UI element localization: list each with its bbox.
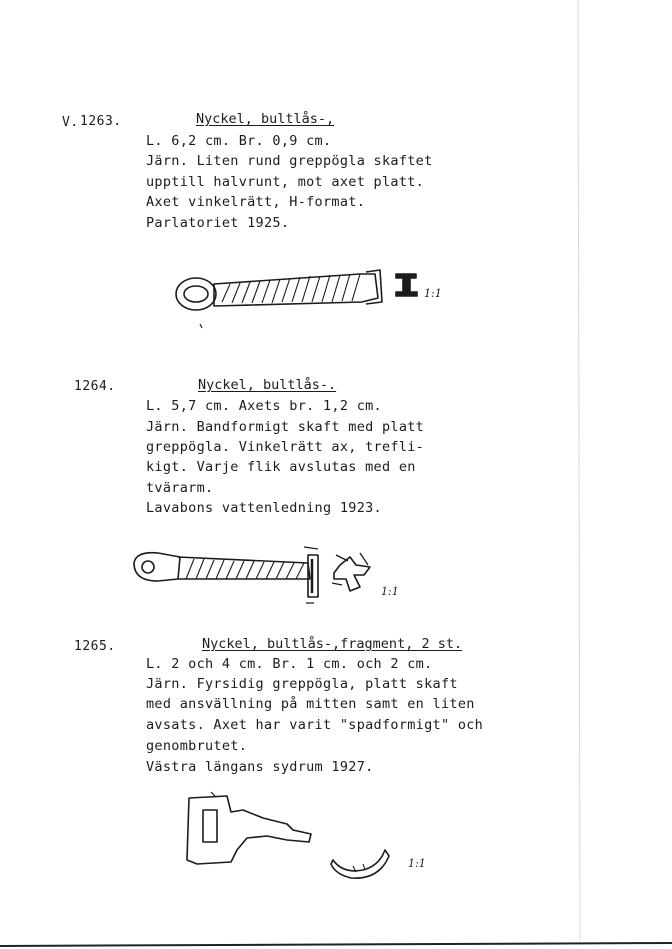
entry-title: Nyckel, bultlås-. (198, 377, 337, 393)
key-1264-drawing (128, 545, 388, 610)
description-line: Lavabons vattenledning 1923. (146, 500, 382, 516)
entry-number: 1265. (74, 639, 116, 654)
description-line: Parlatoriet 1925. (146, 215, 290, 231)
description-line: Västra längans sydrum 1927. (146, 759, 374, 775)
entry-title: Nyckel, bultlås-, (196, 111, 335, 127)
description-line: tvärarm. (146, 480, 214, 496)
description-line: upptill halvrunt, mot axet platt. (146, 174, 425, 190)
description-line: avsats. Axet har varit "spadformigt" och (146, 717, 484, 733)
scale-label: 1:1 (381, 585, 399, 598)
description-line: Järn. Bandformigt skaft med platt (146, 419, 425, 435)
key-1263-drawing (170, 262, 450, 332)
description-line: Järn. Liten rund greppögla skaftet (146, 153, 433, 169)
description-line: genombrutet. (146, 738, 248, 754)
description-line: kigt. Varje flik avslutas med en (146, 459, 416, 475)
scale-label: 1:1 (408, 857, 426, 870)
description-line: Järn. Fyrsidig greppögla, platt skaft (146, 676, 458, 692)
description-line: Axet vinkelrätt, H-format. (146, 194, 366, 210)
description-line: L. 6,2 cm. Br. 0,9 cm. (146, 133, 332, 149)
entry-title: Nyckel, bultlås-,fragment, 2 st. (202, 636, 463, 652)
scale-label: 1:1 (424, 287, 442, 300)
description-line: med ansvällning på mitten samt en liten (146, 696, 475, 712)
key-1265-drawing (183, 790, 423, 885)
description-line: L. 2 och 4 cm. Br. 1 cm. och 2 cm. (146, 656, 433, 672)
description-line: greppögla. Vinkelrätt ax, trefli- (146, 439, 425, 455)
entry-number: 1264. (74, 379, 116, 394)
margin-mark: V. (62, 115, 79, 130)
entry-number: 1263. (80, 114, 122, 129)
description-line: L. 5,7 cm. Axets br. 1,2 cm. (146, 398, 382, 414)
